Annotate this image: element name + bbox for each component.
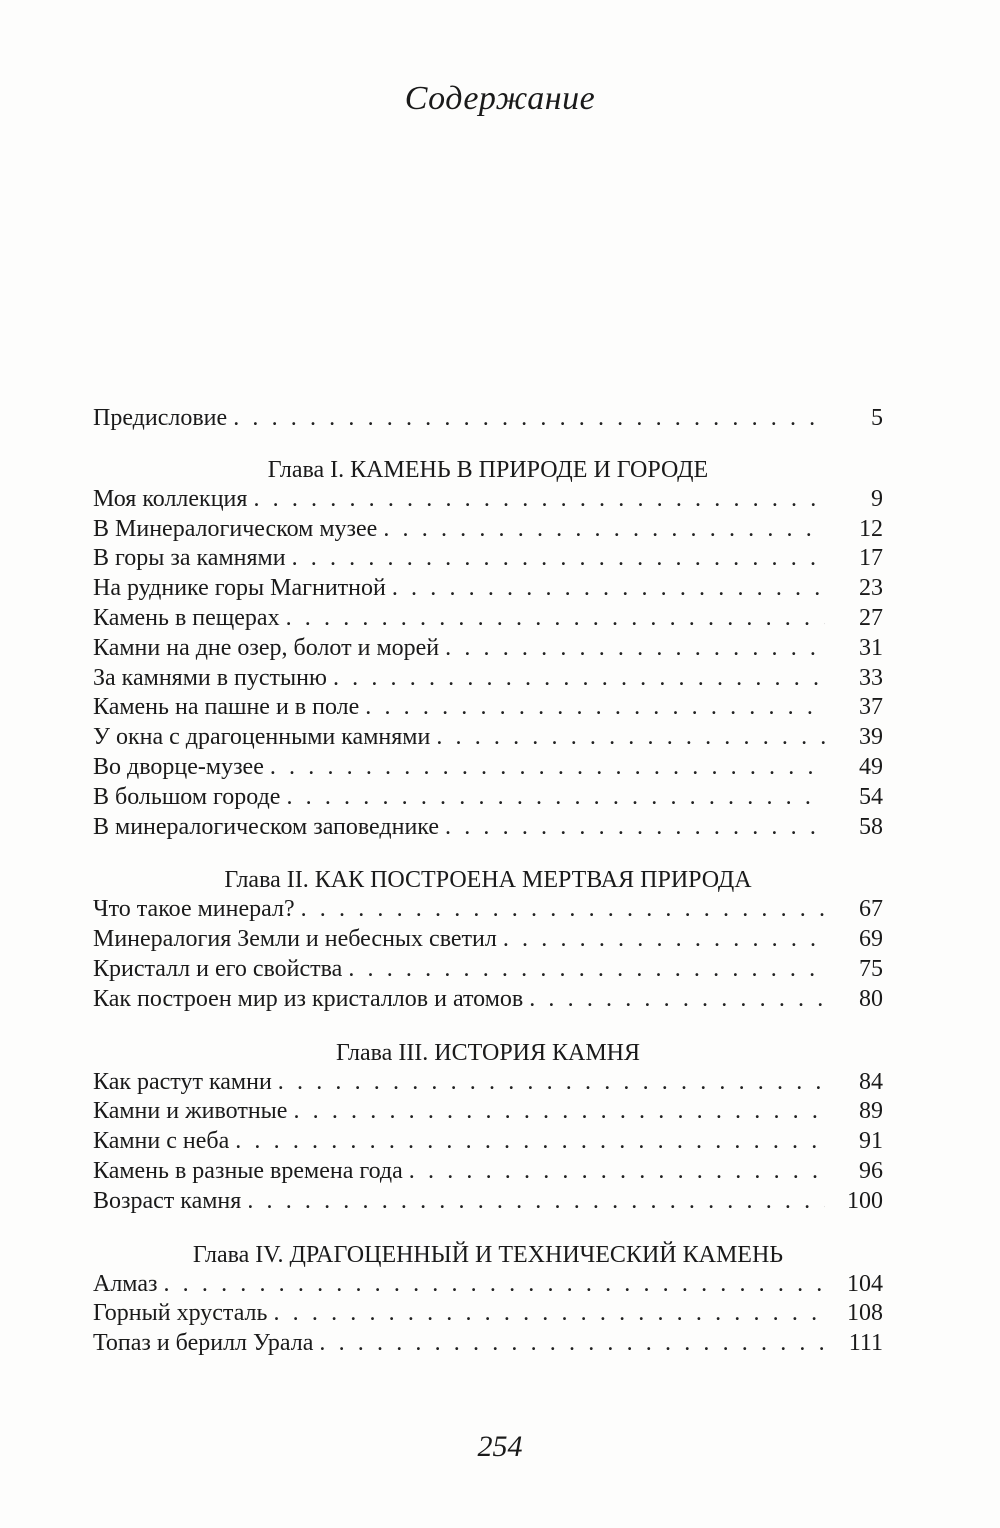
chapter-2-entries: [93, 896, 883, 1015]
toc-entry[interactable]: [93, 926, 883, 956]
toc-entry-title: За камнями в пустыню: [93, 664, 327, 691]
toc-entry[interactable]: [93, 1128, 883, 1158]
toc-entry-title: Топаз и берилл Урала: [93, 1330, 314, 1357]
toc-entry-page: 104: [847, 1270, 883, 1297]
toc-entry-title: Горный хрусталь: [93, 1300, 268, 1327]
toc-entry-page: 89: [859, 1098, 883, 1125]
toc-entry-title: Минералогия Земли и небесных светил: [93, 926, 497, 953]
toc-dot-leader: [529, 986, 825, 1013]
toc-dot-leader: [409, 1158, 825, 1185]
toc-entry-page: 80: [859, 985, 883, 1012]
toc-entry[interactable]: [93, 896, 883, 926]
toc-entry-page: 67: [859, 896, 883, 923]
chapter-spacer: [93, 1016, 883, 1030]
toc-entry-title: Возраст камня: [93, 1187, 242, 1214]
toc-entry-title: Камень в разные времена года: [93, 1157, 403, 1184]
toc-entry-page: 23: [859, 575, 883, 602]
toc-entry[interactable]: [93, 956, 883, 986]
toc-entry-page: 33: [859, 664, 883, 691]
toc-entry[interactable]: [93, 486, 883, 516]
toc-entry[interactable]: [93, 1069, 883, 1099]
page-title: Содержание: [404, 80, 596, 117]
toc-entry-title: Как построен мир из кристаллов и атомов: [93, 985, 524, 1012]
toc-entry[interactable]: [93, 635, 883, 665]
page-number: 254: [477, 1430, 523, 1463]
toc-entry-page: 49: [859, 753, 883, 780]
toc-entry[interactable]: [93, 605, 883, 635]
toc-entry-preface[interactable]: [93, 405, 883, 435]
toc-entry[interactable]: [93, 1098, 883, 1128]
toc-entry-page: 108: [847, 1300, 883, 1327]
toc-entry[interactable]: [93, 516, 883, 546]
toc-dot-leader: [253, 486, 825, 513]
toc-dot-leader: [233, 405, 825, 432]
toc-dot-leader: [286, 784, 825, 811]
toc-entry-page: 54: [859, 783, 883, 810]
toc-entry[interactable]: [93, 1271, 883, 1301]
toc-entry-title: В горы за камнями: [93, 545, 286, 572]
toc-dot-leader: [348, 956, 825, 983]
toc-entry-title: Моя коллекция: [93, 485, 248, 512]
toc-entry-title: Алмаз: [93, 1270, 158, 1297]
chapter-spacer: [93, 1218, 883, 1232]
toc-entry[interactable]: [93, 694, 883, 724]
toc-entry-title: У окна с драгоценными камнями: [93, 724, 431, 751]
toc-entry[interactable]: [93, 1188, 883, 1218]
toc-entry-title: Камень на пашне и в поле: [93, 694, 360, 721]
chapter-heading-3: Глава III. ИСТОРИЯ КАМНЯ: [335, 1039, 641, 1066]
toc-entry[interactable]: [93, 1300, 883, 1330]
toc-entry[interactable]: [93, 754, 883, 784]
toc-entry-page: 37: [859, 694, 883, 721]
toc-entry-page: 12: [859, 515, 883, 542]
toc-dot-leader: [503, 926, 825, 953]
toc-dot-leader: [365, 694, 825, 721]
toc-entry[interactable]: [93, 724, 883, 754]
chapter-heading-1: Глава I. КАМЕНЬ В ПРИРОДЕ И ГОРОДЕ: [267, 456, 709, 483]
toc-entry[interactable]: [93, 545, 883, 575]
toc-entry[interactable]: [93, 784, 883, 814]
toc-entry-title: Камень в пещерах: [93, 604, 280, 631]
toc-entry[interactable]: [93, 1158, 883, 1188]
toc-entry-title: Во дворце-музее: [93, 753, 264, 780]
table-of-contents: [93, 405, 883, 1360]
toc-entry-title: На руднике горы Магнитной: [93, 575, 386, 602]
toc-dot-leader: [383, 516, 825, 543]
chapter-1-entries: [93, 486, 883, 844]
toc-entry-title: Камни на дне озер, болот и морей: [93, 634, 440, 661]
toc-entry-title: Кристалл и его свойства: [93, 955, 343, 982]
chapter-heading-4: Глава IV. ДРАГОЦЕННЫЙ И ТЕХНИЧЕСКИЙ КАМЕНЬ: [192, 1241, 784, 1268]
toc-entry[interactable]: [93, 1330, 883, 1360]
toc-dot-leader: [270, 754, 825, 781]
toc-dot-leader: [392, 575, 825, 602]
toc-dot-leader: [319, 1330, 825, 1357]
toc-entry[interactable]: [93, 665, 883, 695]
toc-entry[interactable]: [93, 986, 883, 1016]
toc-entry-page: 27: [859, 604, 883, 631]
chapter-heading-2: Глава II. КАК ПОСТРОЕНА МЕРТВАЯ ПРИРОДА: [224, 867, 752, 894]
toc-entry-title: Предисловие: [93, 405, 228, 431]
toc-dot-leader: [273, 1300, 825, 1327]
toc-entry-title: В большом городе: [93, 783, 281, 810]
toc-dot-leader: [278, 1069, 825, 1096]
chapter-4-entries: [93, 1271, 883, 1360]
toc-entry-page: 17: [859, 545, 883, 572]
toc-dot-leader: [235, 1128, 825, 1155]
toc-entry-page: 84: [859, 1068, 883, 1095]
toc-entry[interactable]: [93, 575, 883, 605]
toc-entry-page: 100: [847, 1187, 883, 1214]
toc-entry-page: 75: [859, 955, 883, 982]
toc-dot-leader: [301, 896, 825, 923]
toc-entry-title: Как растут камни: [93, 1068, 272, 1095]
toc-entry-page: 58: [859, 813, 883, 840]
chapter-3-entries: [93, 1069, 883, 1218]
chapter-spacer: [93, 843, 883, 857]
toc-dot-leader: [333, 665, 825, 692]
toc-entry-page: 111: [848, 1330, 883, 1357]
toc-entry-title: В минералогическом заповеднике: [93, 813, 440, 840]
toc-entry[interactable]: [93, 814, 883, 844]
toc-entry-page: 96: [859, 1157, 883, 1184]
toc-entry-page: 91: [859, 1128, 883, 1155]
toc-entry-page: 39: [859, 724, 883, 751]
toc-dot-leader: [445, 814, 825, 841]
toc-dot-leader: [247, 1188, 825, 1215]
toc-dot-leader: [436, 724, 825, 751]
toc-entry-title: В Минералогическом музее: [93, 515, 378, 542]
toc-dot-leader: [163, 1271, 825, 1298]
toc-entry-page: 69: [859, 926, 883, 953]
toc-entry-page: 5: [871, 405, 883, 431]
toc-dot-leader: [293, 1098, 825, 1125]
toc-dot-leader: [292, 545, 825, 572]
toc-dot-leader: [445, 635, 825, 662]
toc-entry-page: 9: [871, 485, 883, 512]
toc-entry-title: Камни с неба: [93, 1128, 230, 1155]
toc-entry-title: Камни и животные: [93, 1098, 288, 1125]
toc-entry-page: 31: [859, 634, 883, 661]
toc-entry-title: Что такое минерал?: [93, 896, 295, 923]
toc-dot-leader: [286, 605, 825, 632]
